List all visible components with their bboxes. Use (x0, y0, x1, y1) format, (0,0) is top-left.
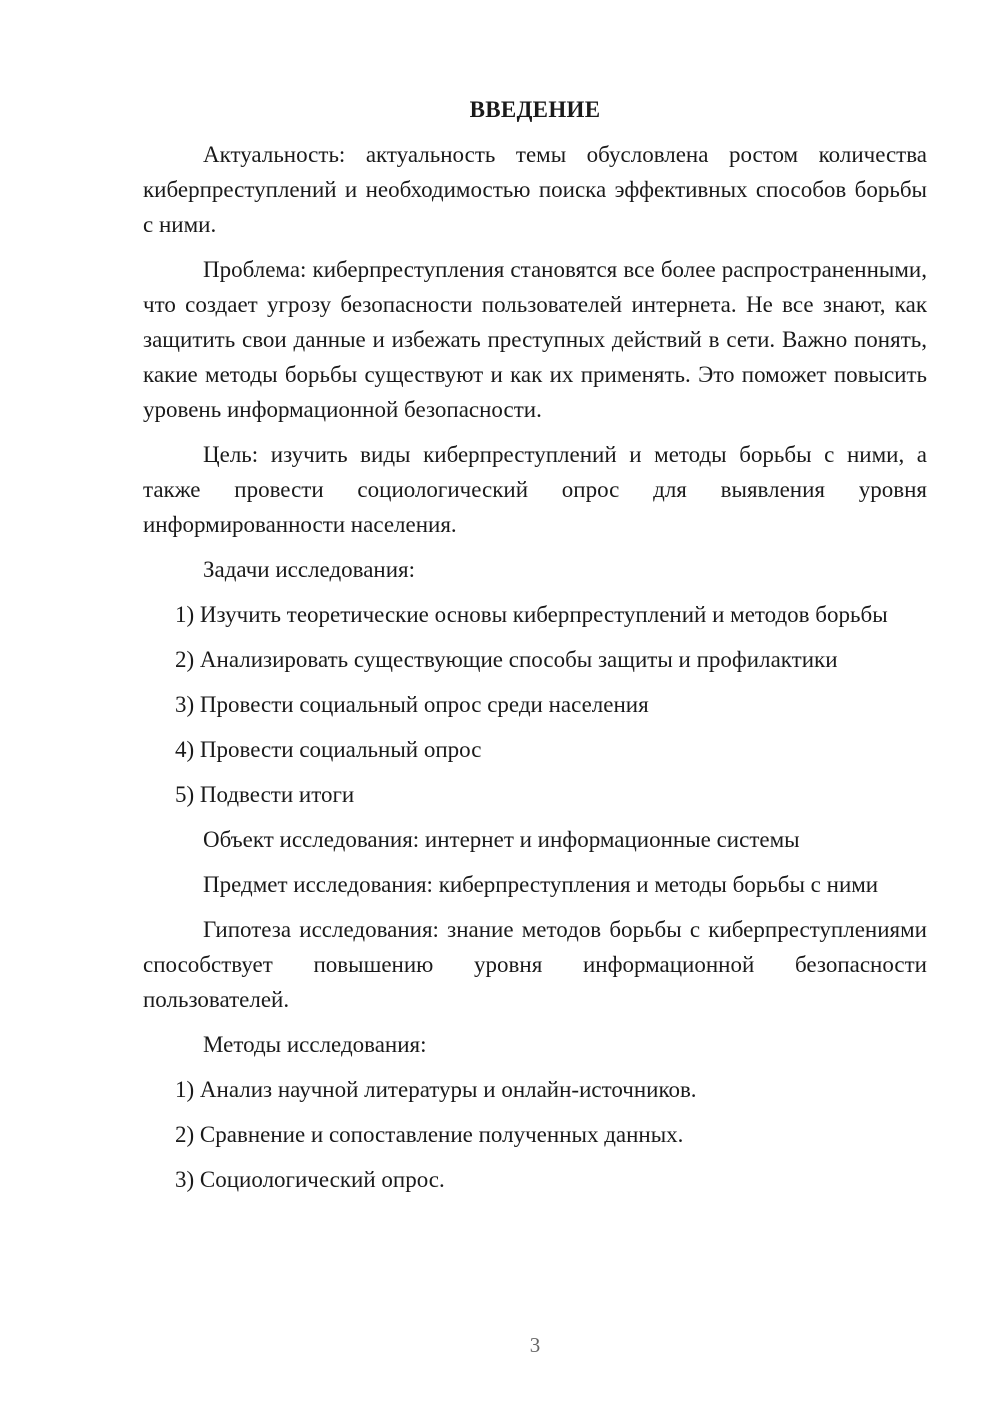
methods-heading: Методы исследования: (203, 1032, 427, 1057)
page-number: 3 (529, 1333, 541, 1357)
paragraph-hypothesis: Гипотеза исследования: знание методов борьбы с киберпреступлениями способствует повышению уровня информационной безопасности пользователей. (143, 917, 927, 1012)
paragraph-object: Объект исследования: интернет и информационные системы (203, 827, 800, 852)
paragraph-goal: Цель: изучить виды киберпреступлений и методы борьбы с ними, а также провести социологический опрос для выявления уровня информированности населения. (143, 442, 927, 537)
method-item-1: 1) Анализ научной литературы и онлайн-источников. (175, 1077, 697, 1102)
page-title: ВВЕДЕНИЕ (469, 97, 601, 122)
tasks-heading: Задачи исследования: (203, 557, 416, 582)
page-content (143, 92, 927, 1207)
task-item-4: 4) Провести социальный опрос (175, 737, 482, 762)
task-item-5: 5) Подвести итоги (175, 782, 355, 807)
task-item-2: 2) Анализировать существующие способы защиты и профилактики (175, 647, 838, 672)
task-item-3: 3) Провести социальный опрос среди населения (175, 692, 649, 717)
method-item-3: 3) Социологический опрос. (175, 1167, 445, 1192)
task-item-1: 1) Изучить теоретические основы киберпреступлений и методов борьбы (175, 602, 888, 627)
paragraph-problem: Проблема: киберпреступления становятся все более распространенными, что создает угрозу безопасности пользователей интернета. Не все знают, как защитить свои данные и избежать преступных действий в сети. Важно понять, какие методы борьбы существуют и как их применять. Это поможет повысить уровень информационной безопасности. (143, 257, 927, 422)
method-item-2: 2) Сравнение и сопоставление полученных данных. (175, 1122, 684, 1147)
paragraph-relevance: Актуальность: актуальность темы обусловлена ростом количества киберпреступлений и необходимостью поиска эффективных способов борьбы с ними. (143, 142, 927, 237)
paragraph-subject: Предмет исследования: киберпреступления и методы борьбы с ними (203, 872, 879, 897)
